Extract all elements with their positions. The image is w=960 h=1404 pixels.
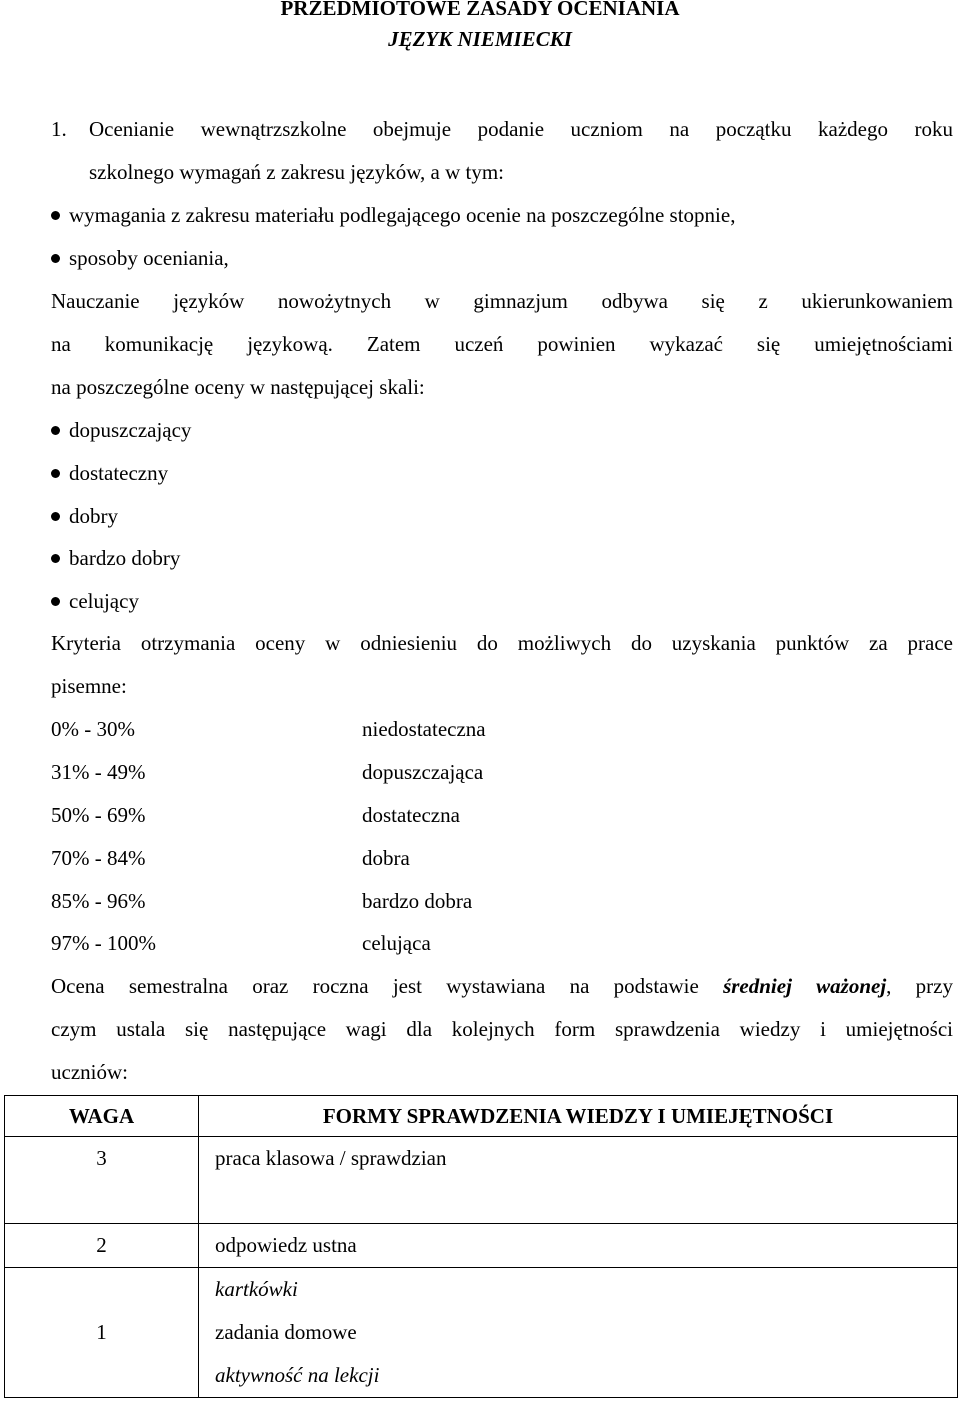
document-subtitle: JĘZYK NIEMIECKI (388, 27, 572, 51)
threshold-grade: bardzo dobra (362, 889, 473, 913)
bullet-icon (51, 469, 60, 478)
list-item: sposoby oceniania, (51, 245, 229, 271)
table-row (5, 1137, 958, 1224)
bullet-icon (51, 254, 60, 263)
forms-cell: odpowiedz ustna (199, 1224, 958, 1268)
bullet-icon (51, 597, 60, 606)
section1-line1: Ocenianie wewnątrzszkolne obejmuje podanie uczniom na początku każdego roku (89, 117, 953, 141)
list-item: celujący (51, 588, 139, 614)
threshold-grade: niedostateczna (362, 717, 486, 741)
bullet-icon (51, 426, 60, 435)
weighted-average-emphasis: średniej ważonej (723, 974, 887, 998)
list-item: wymagania z zakresu materiału podlegającego ocenie na poszczególne stopnie, (51, 202, 735, 228)
paragraph2-line3: na poszczególne oceny w następującej skali: (51, 375, 425, 399)
forms-cell: praca klasowa / sprawdzian (199, 1137, 958, 1224)
threshold-grade: dopuszczająca (362, 760, 484, 784)
paragraph2-line1: Nauczanie języków nowożytnych w gimnazjum odbywa się z ukierunkowaniem (51, 289, 953, 313)
document-title: PRZEDMIOTOWE ZASADY OCENIANIA (280, 0, 680, 20)
average-line1: Ocena semestralna oraz roczna jest wystawiana na podstawie średniej ważonej, przy (51, 974, 953, 998)
weight-cell: 1 (5, 1268, 199, 1398)
table-header-row (5, 1096, 958, 1137)
threshold-range: 0% - 30% (51, 717, 135, 741)
list-item: dobry (51, 503, 118, 529)
threshold-range: 50% - 69% (51, 803, 146, 827)
bullet-icon (51, 512, 60, 521)
weight-cell: 2 (5, 1224, 199, 1268)
threshold-grade: celująca (362, 931, 431, 955)
threshold-range: 97% - 100% (51, 931, 156, 955)
section-number: 1. (51, 117, 67, 141)
weights-table (4, 1095, 958, 1398)
criteria-line1: Kryteria otrzymania oceny w odniesieniu do możliwych do uzyskania punktów za prace (51, 631, 953, 655)
threshold-range: 31% - 49% (51, 760, 146, 784)
average-line3: uczniów: (51, 1060, 128, 1084)
header-forms: FORMY SPRAWDZENIA WIEDZY I UMIEJĘTNOŚCI (199, 1096, 958, 1137)
weight-cell: 3 (5, 1137, 199, 1224)
paragraph2-line2: na komunikację językową. Zatem uczeń powinien wykazać się umiejętnościami (51, 332, 953, 356)
bullet-icon (51, 211, 60, 220)
section1-line2: szkolnego wymagań z zakresu języków, a w tym: (89, 160, 505, 184)
bullet-icon (51, 554, 60, 563)
threshold-grade: dostateczna (362, 803, 460, 827)
header-weight: WAGA (5, 1096, 199, 1137)
forms-cell: kartkówki zadania domowe aktywność na lekcji (199, 1268, 958, 1398)
criteria-line2: pisemne: (51, 674, 127, 698)
average-line2: czym ustala się następujące wagi dla kolejnych form sprawdzenia wiedzy i umiejętności (51, 1017, 953, 1041)
list-item: dopuszczający (51, 417, 191, 443)
list-item: bardzo dobry (51, 545, 180, 571)
list-item: dostateczny (51, 460, 168, 486)
threshold-range: 70% - 84% (51, 846, 146, 870)
table-row (5, 1268, 958, 1398)
table-row (5, 1224, 958, 1268)
threshold-range: 85% - 96% (51, 889, 146, 913)
threshold-grade: dobra (362, 846, 410, 870)
